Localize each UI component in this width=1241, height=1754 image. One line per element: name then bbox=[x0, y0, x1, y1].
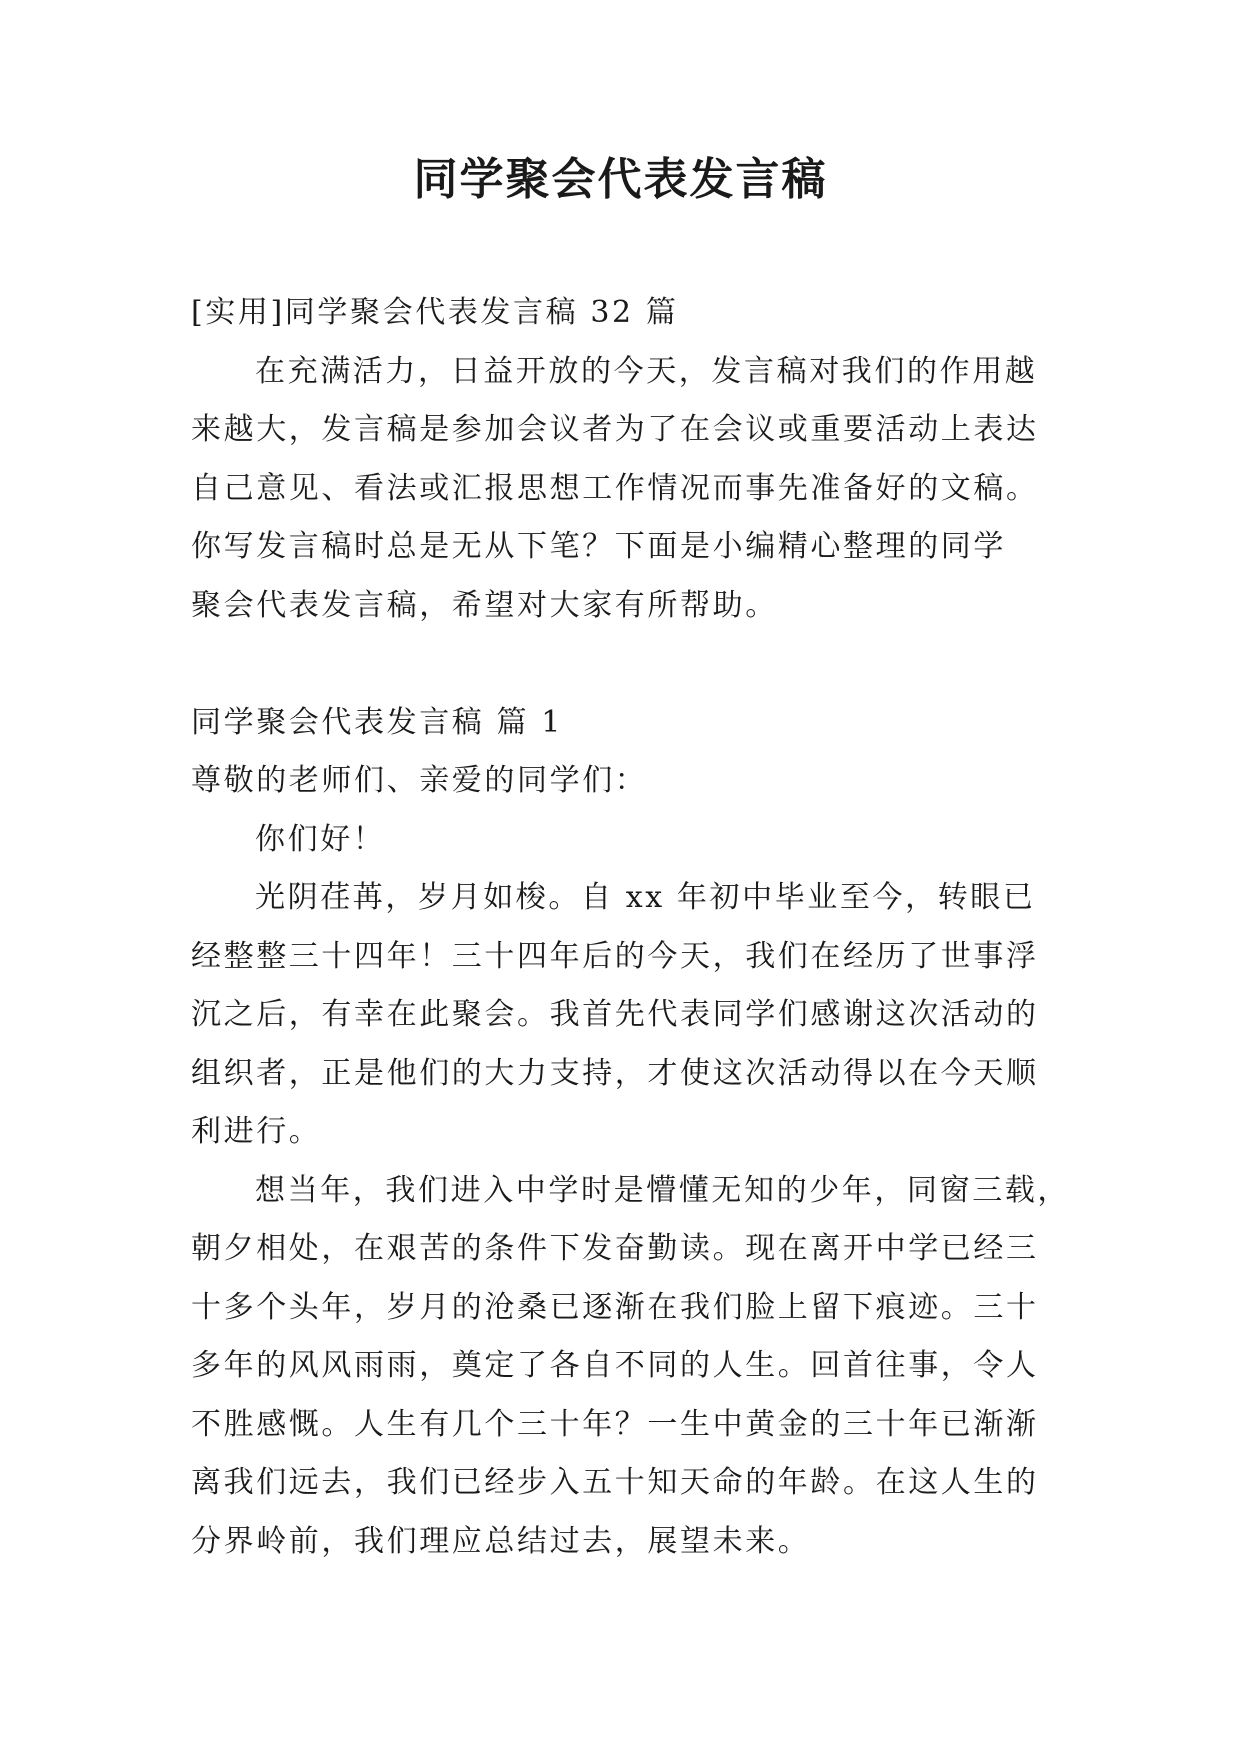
document-body bbox=[191, 284, 1071, 1571]
paragraph-line: 自己意见、看法或汇报思想工作情况而事先准备好的文稿。 bbox=[191, 470, 1039, 506]
paragraph-line: 想当年，我们进入中学时是懵懂无知的少年，同窗三载， bbox=[255, 1172, 1070, 1208]
document-subtitle: [实用]同学聚会代表发言稿 32 篇 bbox=[191, 295, 679, 330]
paragraph-line: 聚会代表发言稿，希望对大家有所帮助。 bbox=[191, 587, 778, 623]
body-paragraph-2 bbox=[191, 1162, 1071, 1572]
paragraph-line: 多年的风风雨雨，奠定了各自不同的人生。回首往事，令人 bbox=[191, 1348, 1039, 1383]
paragraph-line: 不胜感慨。人生有几个三十年？一生中黄金的三十年已渐渐 bbox=[191, 1406, 1039, 1442]
paragraph-line: 你写发言稿时总是无从下笔？下面是小编精心整理的同学 bbox=[191, 529, 1006, 564]
section-spacer bbox=[191, 635, 1071, 694]
paragraph-line: 朝夕相处，在艰苦的条件下发奋勤读。现在离开中学已经三 bbox=[191, 1231, 1039, 1266]
paragraph-line: 沉之后，有幸在此聚会。我首先代表同学们感谢这次活动的 bbox=[191, 997, 1039, 1032]
greeting: 你们好！ bbox=[255, 821, 386, 857]
section-heading: 同学聚会代表发言稿 篇 1 bbox=[191, 704, 563, 740]
paragraph-line: 组织者，正是他们的大力支持，才使这次活动得以在今天顺 bbox=[191, 1055, 1039, 1091]
intro-paragraph bbox=[191, 343, 1071, 636]
paragraph-line: 分界岭前，我们理应总结过去，展望未来。 bbox=[191, 1523, 811, 1559]
salutation: 尊敬的老师们、亲爱的同学们： bbox=[191, 763, 648, 798]
document-title: 同学聚会代表发言稿 bbox=[413, 154, 828, 205]
paragraph-line: 离我们远去，我们已经步入五十知天命的年龄。在这人生的 bbox=[191, 1465, 1039, 1500]
paragraph-line: 在充满活力，日益开放的今天，发言稿对我们的作用越 bbox=[255, 353, 1038, 389]
body-paragraph-1 bbox=[191, 869, 1071, 1162]
paragraph-line: 利进行。 bbox=[191, 1114, 322, 1149]
paragraph-line: 经整整三十四年！三十四年后的今天，我们在经历了世事浮 bbox=[191, 938, 1039, 974]
paragraph-line: 光阴荏苒，岁月如梭。自 xx 年初中毕业至今，转眼已 bbox=[255, 880, 1036, 915]
paragraph-line: 来越大，发言稿是参加会议者为了在会议或重要活动上表达 bbox=[191, 412, 1039, 447]
paragraph-line: 十多个头年，岁月的沧桑已逐渐在我们脸上留下痕迹。三十 bbox=[191, 1289, 1039, 1325]
